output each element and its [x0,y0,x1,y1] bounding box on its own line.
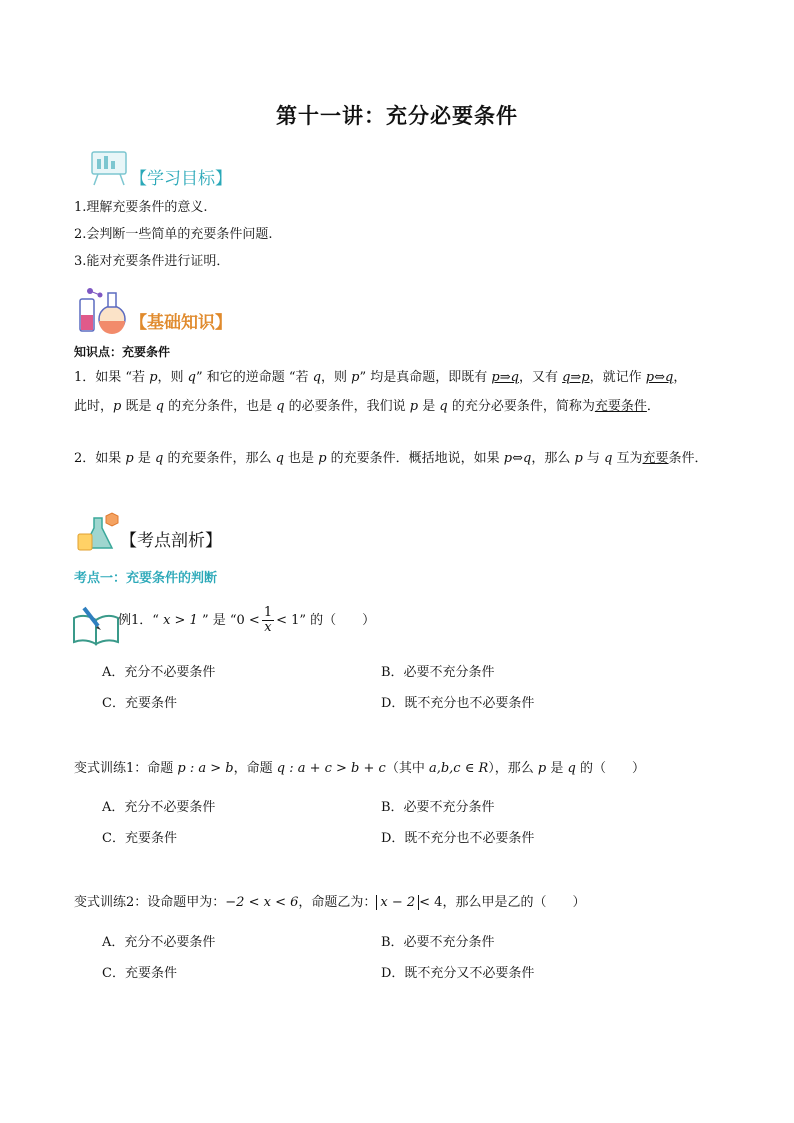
knowledge-point-label: 知识点：充要条件 [74,345,171,359]
example-1-option-b[interactable]: B．必要不充分条件 [381,665,495,680]
lab-flask-icon [72,512,120,556]
page-title: 第十一讲：充分必要条件 [276,103,518,128]
example-1-option-a[interactable]: A．充分不必要条件 [102,665,216,680]
objective-item-3: 3.能对充要条件进行证明． [74,254,230,269]
example-1-option-d[interactable]: D．既不充分也不必要条件 [381,696,535,711]
fraction-one-over-x: $\frac{1}{x}$ [263,605,273,635]
variant-2-option-d[interactable]: D．既不充分又不必要条件 [381,966,535,981]
implication-p-q: p⇒q [491,370,519,385]
kaodian-1-title: 考点一：充要条件的判断 [74,571,218,586]
variant-1-option-b[interactable]: B．必要不充分条件 [381,800,495,815]
example-1-option-c[interactable]: C．充要条件 [102,696,177,711]
variant-1-option-d[interactable]: D．既不充分也不必要条件 [381,831,535,846]
flask-icon [72,285,128,339]
variant-2-option-b[interactable]: B．必要不充分条件 [381,935,495,950]
variant-1-option-c[interactable]: C．充要条件 [102,831,177,846]
basics-paragraph-1-line-1: 1．如果 “若 p，则 q” 和它的逆命题 “若 q，则 p” 均是真命题，即既有 p⇒q，又有 q⇒p，就记作 p⇔q， [74,370,687,385]
objective-item-2: 2.会判断一些简单的充要条件问题. [74,227,273,242]
variant-1-option-a[interactable]: A．充分不必要条件 [102,800,216,815]
variant-2-option-a[interactable]: A．充分不必要条件 [102,935,216,950]
book-pencil-icon [72,606,120,650]
basics-paragraph-2: 2．如果 p 是 q 的充要条件，那么 q 也是 p 的充要条件．概括地说，如果 p⇔q，那么 p 与 q 互为充要条件． [74,451,708,466]
objectives-heading: 【学习目标】 [130,169,232,189]
presentation-board-icon [88,150,130,190]
basics-paragraph-1-line-2: 此时，p 既是 q 的充分条件，也是 q 的必要条件，我们说 p 是 q 的充分必要条件，简称为充要条件． [74,399,660,414]
variant-2-option-c[interactable]: C．充要条件 [102,966,177,981]
equivalence-p-q: p⇔q [645,370,674,385]
basics-heading: 【基础知识】 [130,313,232,333]
objective-item-1: 1.理解充要条件的意义. [74,200,208,215]
variant-2-question: 变式训练2：设命题甲为：−2 < x < 6，命题乙为： x − 2 < 4，那么甲是乙的（ ） [74,895,586,910]
implication-q-p: q⇒p [562,370,590,385]
analysis-heading: 【考点剖析】 [120,531,222,551]
absolute-value-expression: x − 2 [376,895,419,910]
example-1-question: 例1．“ x > 1 ” 是 “0 < $\frac{1}{x}$ < 1” 的（ ） [118,605,376,635]
variant-1-question: 变式训练1：命题 p : a > b，命题 q : a + c > b + c（其中 a,b,c ∈ R），那么 p 是 q 的（ ） [74,761,645,776]
